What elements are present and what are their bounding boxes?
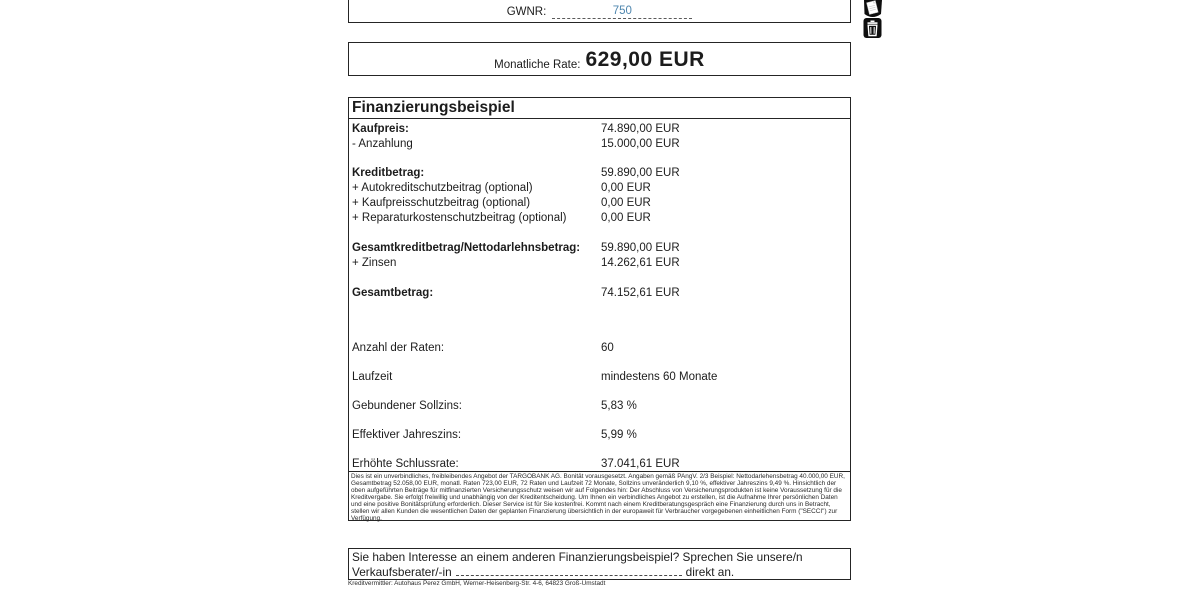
row-label: - Anzahlung xyxy=(352,138,413,150)
monthly-rate-value: 629,00 EUR xyxy=(585,48,705,71)
row-value: 74.890,00 EUR xyxy=(601,123,680,135)
monthly-rate-box xyxy=(348,42,851,76)
row-label: Gesamtbetrag: xyxy=(352,287,434,299)
row-label: Gesamtkreditbetrag/Nettodarlehnsbetrag: xyxy=(352,242,581,254)
interest-box xyxy=(348,548,851,580)
row-label: + Reparaturkostenschutzbeitrag (optional) xyxy=(352,212,567,224)
table-row xyxy=(352,166,847,181)
gwnr-field[interactable]: 750 xyxy=(552,5,692,19)
row-value: 5,83 % xyxy=(601,400,637,412)
table-row xyxy=(352,211,847,226)
row-value: 37.041,61 EUR xyxy=(601,458,680,470)
table-row xyxy=(352,122,847,137)
row-label: Gebundener Sollzins: xyxy=(352,400,462,412)
row-label: + Autokreditschutzbeitrag (optional) xyxy=(352,182,533,194)
row-label: + Kaufpreisschutzbeitrag (optional) xyxy=(352,197,531,209)
financing-rows xyxy=(349,119,850,472)
financing-example-title: Finanzierungsbeispiel xyxy=(349,98,850,119)
gwnr-label: GWNR: xyxy=(506,6,547,18)
row-value: 60 xyxy=(601,342,614,354)
salesperson-name-field[interactable] xyxy=(456,565,682,576)
salesperson-suffix: direkt an. xyxy=(685,564,735,579)
row-label: Effektiver Jahreszins: xyxy=(352,429,462,441)
row-value: 59.890,00 EUR xyxy=(601,242,680,254)
row-label: Anzahl der Raten: xyxy=(352,342,445,354)
row-label: Erhöhte Schlussrate: xyxy=(352,458,459,470)
fine-print-box xyxy=(348,471,851,521)
salesperson-prefix: Verkaufsberater/-in xyxy=(352,564,452,579)
row-value: 0,00 EUR xyxy=(601,212,651,224)
table-row xyxy=(352,241,847,256)
interest-line-2 xyxy=(352,565,847,580)
row-value: 15.000,00 EUR xyxy=(601,138,680,150)
table-row xyxy=(352,181,847,196)
table-row xyxy=(352,256,847,271)
table-row xyxy=(352,196,847,211)
row-label: Kreditbetrag: xyxy=(352,167,425,179)
table-row xyxy=(352,457,847,472)
monthly-rate-label: Monatliche Rate: xyxy=(494,58,581,71)
fine-print-text: Dies ist ein unverbindliches, freibleibendes Angebot der TARGOBANK AG. Bonität vorausgesetzt. Angaben gemäß PAngV. 2/3 Beispiel: Nettodarlehensbetrag 40.000,00 EUR, Gesamtbetrag 52.058,00 EUR, monatl. Raten 723,00 EUR, 72 Raten und Laufzeit 72 Monate, Sollzins unveränderlich 9,10 %, effektiver Jahreszins 9,49 %. Hinsichtlich der oben aufgeführten Beiträge für mitfinanzierten Versicherungsschutz weisen wir auf Folgendes hin: Der Abschluss von Versicherungsprodukten ist keine Voraussetzung für die Kreditvergabe. Sie erfolgt freiwillig und unabhängig von der Kreditentscheidung. Um Ihnen ein verbindliches Angebot zu erstellen, ist die Aufnahme Ihrer persönlichen Daten und eine positive Bonitätsprüfung erforderlich. Dieser Service ist für Sie kostenfrei. Kommt nach einem Kreditberatungsgespräch eine Finanzierung durch uns in Betracht, stellen wir allen Kunden die wesentlichen Daten der geplanten Finanzierung übersichtlich in der europaweit für Verbraucher vorgegebenen einheitlichen Form ("SECCI") zur Verfügung. xyxy=(351,473,845,522)
table-row xyxy=(352,341,847,356)
table-row xyxy=(352,370,847,385)
financing-example-box xyxy=(348,97,851,473)
table-row xyxy=(352,286,847,301)
row-label: + Zinsen xyxy=(352,257,397,269)
credit-broker-line: Kreditvermittler: Autohaus Perez GmbH, Werner-Heisenberg-Str. 4-6, 64823 Groß-Umstadt xyxy=(348,580,606,587)
table-row xyxy=(352,137,847,152)
row-value: 0,00 EUR xyxy=(601,182,651,194)
row-value: 5,99 % xyxy=(601,429,637,441)
interest-line-1: Sie haben Interesse an einem anderen Finanzierungsbeispiel? Sprechen Sie unsere/n xyxy=(352,550,803,564)
row-label: Laufzeit xyxy=(352,371,393,383)
row-value: 0,00 EUR xyxy=(601,197,651,209)
row-value: 74.152,61 EUR xyxy=(601,287,680,299)
row-label: Kaufpreis: xyxy=(352,123,409,135)
table-row xyxy=(352,399,847,414)
delete-page-icon[interactable] xyxy=(860,0,885,39)
table-row xyxy=(352,428,847,443)
row-value: 14.262,61 EUR xyxy=(601,257,680,269)
gwnr-box xyxy=(348,0,851,23)
row-value: mindestens 60 Monate xyxy=(601,371,718,383)
row-value: 59.890,00 EUR xyxy=(601,167,680,179)
